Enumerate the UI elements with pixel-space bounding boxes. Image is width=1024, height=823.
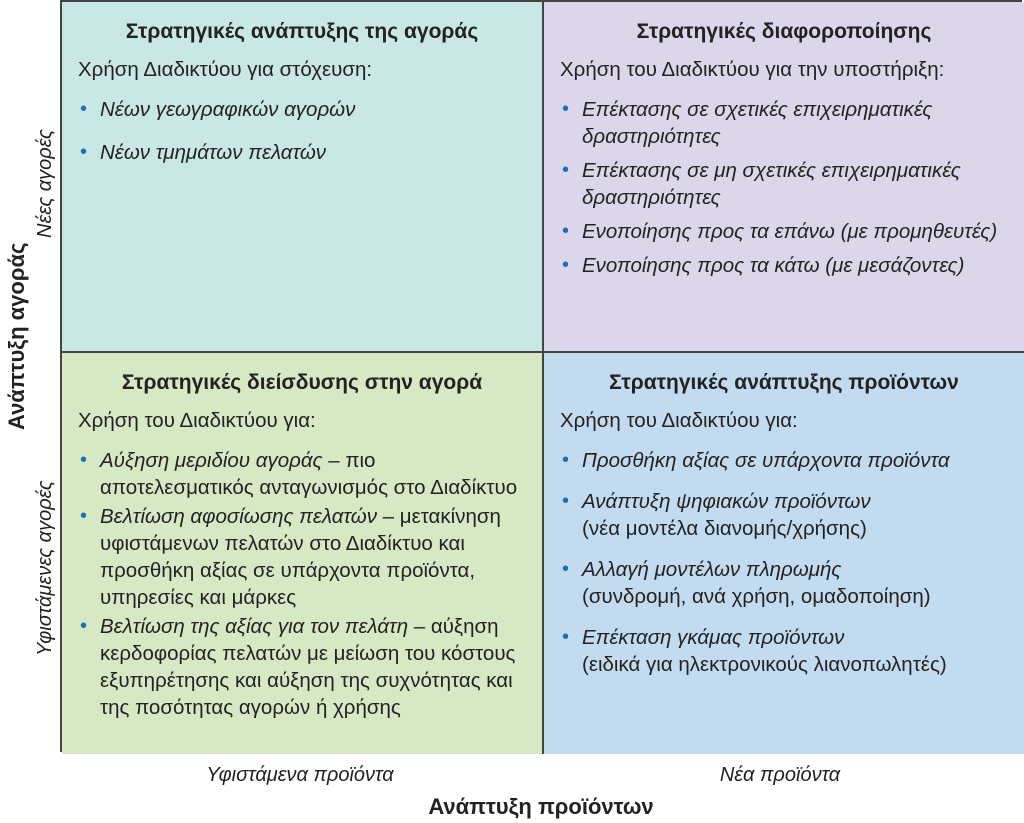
x-label-existing-products: Υφιστάμενα προϊόντα	[206, 764, 394, 786]
quadrant-intro: Χρήση του Διαδικτύου για:	[560, 409, 798, 432]
item-emphasis: Ενοποίησης προς τα επάνω (με προμηθευτές)	[582, 220, 998, 243]
y-label-new-markets: Νέες αγορές	[34, 129, 56, 238]
item-emphasis: Επέκτασης σε μη σχετικές επιχειρηματικές δραστηριότητες	[582, 159, 961, 209]
quadrant-list	[72, 447, 532, 721]
list-item	[72, 447, 532, 501]
quadrant-intro: Χρήση του Διαδικτύου για:	[78, 409, 316, 432]
item-emphasis: Νέων τμημάτων πελατών	[100, 141, 327, 164]
item-detail: – αύξηση κερδοφορίας πελατών με μείωση του κόστους εξυπηρέτησης και αύξηση της συχνότητας και της ποσότητας αγορών ή χρήσης	[100, 615, 516, 719]
quadrant-title: Στρατηγικές διαφοροποίησης	[636, 20, 932, 43]
quadrant-title: Στρατηγικές ανάπτυξης προϊόντων	[609, 371, 959, 394]
list-item	[554, 447, 1014, 474]
y-axis-title: Ανάπτυξη αγοράς	[4, 242, 29, 430]
item-emphasis: Ενοποίησης προς τα κάτω (με μεσάζοντες)	[582, 254, 965, 277]
item-emphasis: Βελτίωση αφοσίωσης πελατών	[100, 505, 377, 528]
quadrant-diversification	[544, 2, 1024, 353]
quadrant-market-development	[62, 2, 544, 353]
quadrant-intro: Χρήση του Διαδικτύου για την υποστήριξη:	[560, 58, 945, 81]
item-detail: – μετακίνηση υφιστάμενων πελατών στο Διαδίκτυο και προσθήκη αξίας σε υπάρχοντα προϊόντα, υπηρεσίες και μάρκες	[100, 505, 501, 609]
x-axis-title: Ανάπτυξη προϊόντων	[428, 794, 654, 819]
list-item	[554, 488, 1014, 542]
item-emphasis: Αύξηση μεριδίου αγοράς	[100, 449, 323, 472]
item-detail: (νέα μοντέλα διανομής/χρήσης)	[582, 517, 867, 540]
list-item	[554, 252, 1014, 279]
quadrant-title: Στρατηγικές διείσδυσης στην αγορά	[121, 371, 483, 394]
quadrant-title: Στρατηγικές ανάπτυξης της αγοράς	[125, 20, 479, 43]
y-label-existing-markets: Υφιστάμενες αγορές	[34, 480, 56, 656]
quadrant-product-development	[544, 353, 1024, 754]
item-emphasis: Επέκταση γκάμας προϊόντων	[582, 626, 845, 649]
item-emphasis: Επέκτασης σε σχετικές επιχειρηματικές δραστηριότητες	[582, 98, 933, 148]
list-item	[72, 139, 532, 166]
item-detail: (συνδρομή, ανά χρήση, ομαδοποίηση)	[582, 585, 931, 608]
item-detail: (ειδικά για ηλεκτρονικούς λιανοπωλητές)	[582, 653, 947, 676]
list-item	[554, 556, 1014, 610]
list-item	[72, 613, 532, 721]
list-item	[554, 218, 1014, 245]
x-label-new-products: Νέα προϊόντα	[719, 764, 841, 786]
list-item	[554, 624, 1014, 678]
item-emphasis: Προσθήκη αξίας σε υπάρχοντα προϊόντα	[582, 449, 950, 472]
item-emphasis: Βελτίωση της αξίας για τον πελάτη	[100, 615, 409, 638]
quadrant-list	[72, 96, 532, 166]
item-emphasis: Αλλαγή μοντέλων πληρωμής	[582, 558, 842, 581]
item-emphasis: Νέων γεωγραφικών αγορών	[100, 98, 356, 121]
quadrant-list	[554, 96, 1014, 279]
list-item	[554, 157, 1014, 211]
quadrant-intro: Χρήση Διαδικτύου για στόχευση:	[78, 58, 373, 81]
item-detail: – πιο αποτελεσματικός ανταγωνισμός στο Διαδίκτυο	[100, 449, 518, 499]
strategy-matrix	[60, 0, 1022, 752]
quadrant-list	[554, 447, 1014, 678]
quadrant-market-penetration	[62, 353, 544, 754]
list-item	[72, 96, 532, 123]
list-item	[554, 96, 1014, 150]
item-emphasis: Ανάπτυξη ψηφιακών προϊόντων	[582, 490, 871, 513]
list-item	[72, 503, 532, 611]
